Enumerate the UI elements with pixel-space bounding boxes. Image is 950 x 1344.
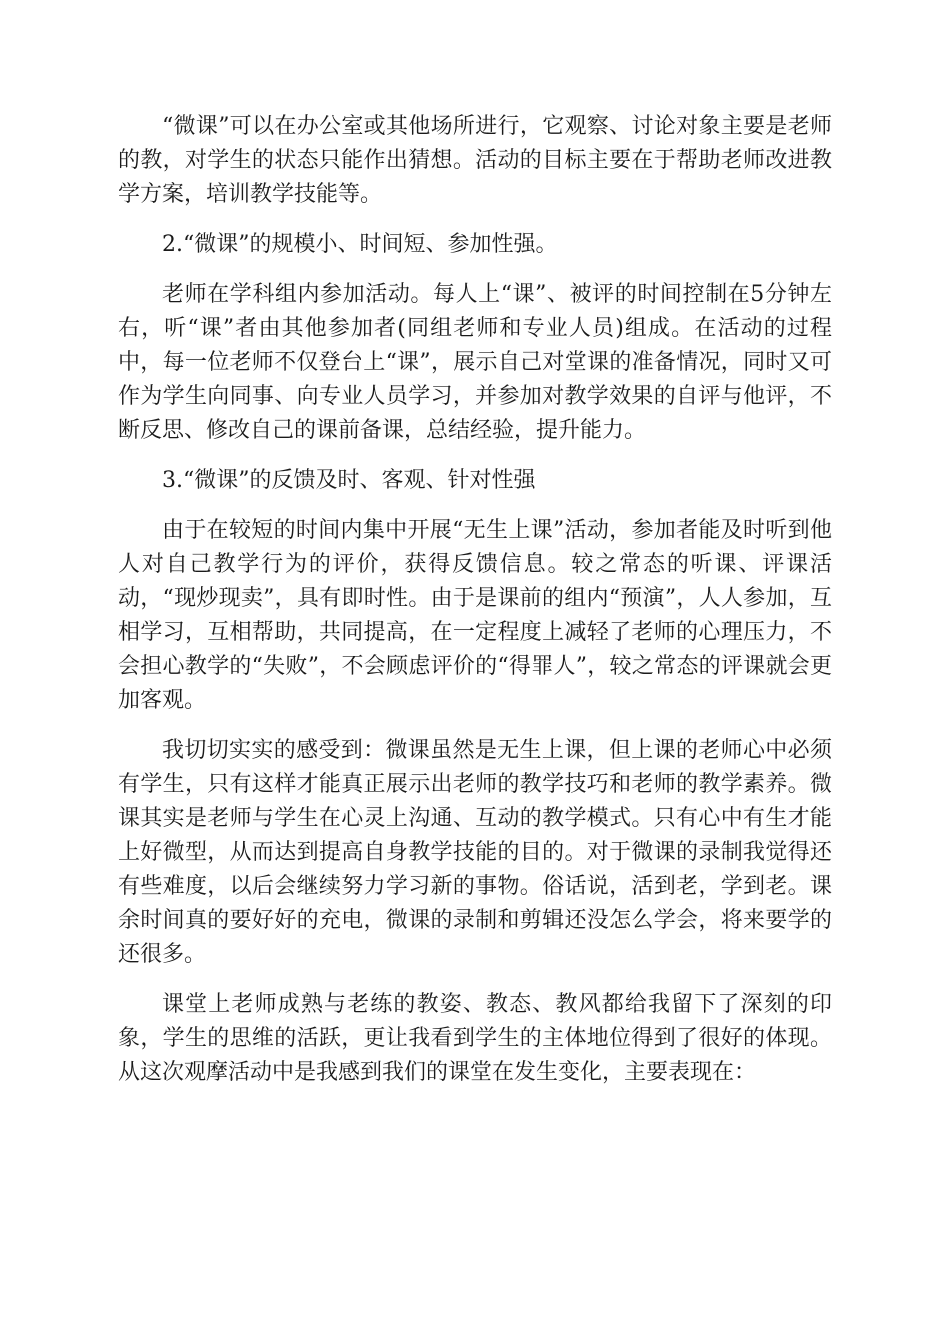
heading-point-2: 2.“微课”的规模小、时间短、参加性强。	[162, 232, 558, 257]
paragraph-observation: 课堂上老师成熟与老练的教姿、教态、教风都给我留下了深刻的印象，学生的思维的活跃，更让我看到学生的主体地位得到了很好的体现。从这次观摩活动中是我感到我们的课堂在发生变化，主要表现在：	[118, 992, 832, 1085]
paragraph-reflection: 我切切实实的感受到：微课虽然是无生上课，但上课的老师心中必须有学生，只有这样才能真正展示出老师的教学技巧和老师的教学素养。微课其实是老师与学生在心灵上沟通、互动的教学模式。只有心中有生才能上好微型，从而达到提高自身教学技能的目的。对于微课的录制我觉得还有些难度，以后会继续努力学习新的事物。俗话说，活到老，学到老。课余时间真的要好好的充电，微课的录制和剪辑还没怎么学会，将来要学的还很多。	[118, 738, 832, 967]
heading-point-3: 3.“微课”的反馈及时、客观、针对性强	[162, 468, 536, 493]
paragraph-point-2: 老师在学科组内参加活动。每人上“课”、被评的时间控制在5分钟左右，听“课”者由其他参加者(同组老师和专业人员)组成。在活动的过程中，每一位老师不仅登台上“课”，展示自己对堂课的准备情况，同时又可作为学生向同事、向专业人员学习，并参加对教学效果的自评与他评，不断反思、修改自己的课前备课，总结经验，提升能力。	[118, 282, 832, 443]
paragraph-point-3: 由于在较短的时间内集中开展“无生上课”活动，参加者能及时听到他人对自己教学行为的评价，获得反馈信息。较之常态的听课、评课活动，“现炒现卖”，具有即时性。由于是课前的组内“预演”，人人参加，互相学习，互相帮助，共同提高，在一定程度上减轻了老师的心理压力，不会担心教学的“失败”，不会顾虑评价的“得罪人”，较之常态的评课就会更加客观。	[118, 518, 832, 713]
document-body	[118, 110, 832, 1090]
paragraph-intro: “微课”可以在办公室或其他场所进行，它观察、讨论对象主要是老师的教，对学生的状态只能作出猜想。活动的目标主要在于帮助老师改进教学方案，培训教学技能等。	[118, 114, 832, 207]
